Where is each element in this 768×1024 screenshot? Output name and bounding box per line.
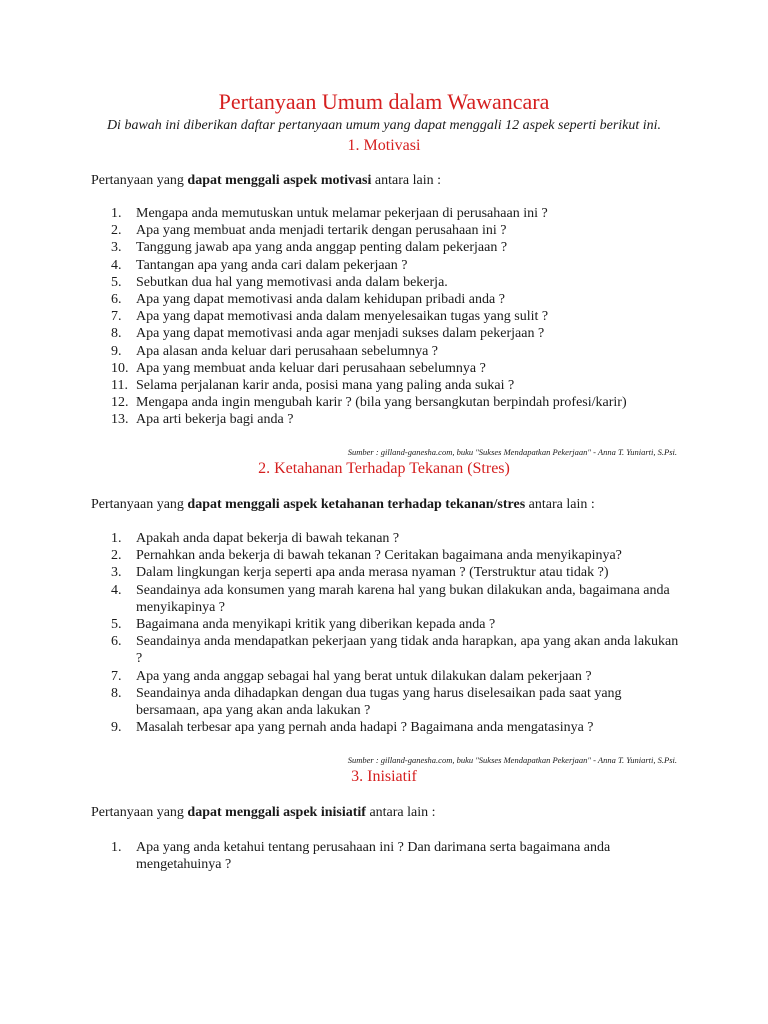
question-item bbox=[91, 668, 681, 685]
question-item bbox=[91, 633, 681, 667]
question-number: 2. bbox=[111, 548, 122, 564]
question-number: 1. bbox=[111, 206, 122, 221]
question-text: Apa yang membuat anda keluar dari perusahaan sebelumnya ? bbox=[136, 360, 486, 376]
document-title: Pertanyaan Umum dalam Wawancara bbox=[218, 89, 550, 114]
section-heading-ketahanan-stres: 2. Ketahanan Terhadap Tekanan (Stres) bbox=[258, 460, 510, 477]
question-number: 1. bbox=[111, 531, 122, 546]
question-text: Tantangan apa yang anda cari dalam pekerjaan ? bbox=[136, 257, 408, 273]
question-text: Dalam lingkungan kerja seperti apa anda merasa nyaman ? (Terstruktur atau tidak ?) bbox=[136, 565, 609, 581]
question-item bbox=[91, 530, 681, 547]
question-number: 12. bbox=[111, 395, 129, 411]
question-text: Tanggung jawab apa yang anda anggap penting dalam pekerjaan ? bbox=[136, 240, 508, 256]
section-intro-motivasi bbox=[91, 172, 441, 190]
question-number: 7. bbox=[111, 309, 122, 325]
question-number: 8. bbox=[111, 326, 122, 342]
section-heading-motivasi: 1. Motivasi bbox=[347, 137, 421, 154]
question-item bbox=[91, 222, 681, 239]
question-item bbox=[91, 343, 681, 360]
section-intro-emphasis: dapat menggali aspek ketahanan terhadap tekanan/stres bbox=[187, 497, 526, 512]
question-text: Seandainya anda dihadapkan dengan dua tugas yang harus diselesaikan pada saat yang bersamaan, apa yang akan anda lakukan ? bbox=[136, 685, 622, 719]
question-number: 4. bbox=[111, 257, 122, 273]
question-item bbox=[91, 257, 681, 274]
question-item bbox=[91, 239, 681, 256]
question-list-inisiatif bbox=[91, 839, 681, 873]
section-heading-inisiatif: 3. Inisiatif bbox=[351, 768, 417, 785]
question-text: Apa yang dapat memotivasi anda agar menjadi sukses dalam pekerjaan ? bbox=[136, 326, 545, 342]
section-intro-text: Pertanyaan yang bbox=[91, 805, 188, 820]
section-intro-text: Pertanyaan yang bbox=[91, 173, 188, 188]
question-item bbox=[91, 291, 681, 308]
question-text: Apa yang dapat memotivasi anda dalam kehidupan pribadi anda ? bbox=[136, 292, 505, 308]
question-text: Apa yang anda ketahui tentang perusahaan ini ? Dan darimana serta bagaimana anda mengetahuinya ? bbox=[136, 840, 611, 873]
question-text: Seandainya ada konsumen yang marah karena hal yang bukan dilakukan anda, bagaimana anda menyikapinya ? bbox=[136, 582, 670, 615]
question-text: Apa alasan anda keluar dari perusahaan sebelumnya ? bbox=[136, 343, 439, 359]
question-number: 5. bbox=[111, 617, 122, 633]
question-item bbox=[91, 616, 681, 633]
question-item bbox=[91, 685, 681, 719]
question-item bbox=[91, 308, 681, 325]
question-item bbox=[91, 719, 681, 736]
question-item bbox=[91, 547, 681, 564]
question-item bbox=[91, 205, 681, 222]
question-item bbox=[91, 274, 681, 291]
question-list-ketahanan-stres bbox=[91, 530, 681, 736]
question-number: 4. bbox=[111, 582, 122, 598]
question-number: 10. bbox=[111, 360, 129, 376]
section-intro-text: antara lain : bbox=[525, 497, 595, 512]
question-text: Apa yang membuat anda menjadi tertarik dengan perusahaan ini ? bbox=[136, 223, 507, 239]
document-intro: Di bawah ini diberikan daftar pertanyaan umum yang dapat menggali 12 aspek seperti berikut ini. bbox=[106, 118, 662, 133]
question-text: Pernahkan anda bekerja di bawah tekanan ? Ceritakan bagaimana anda menyikapinya? bbox=[136, 548, 622, 564]
question-number: 1. bbox=[111, 840, 122, 855]
question-text: Bagaimana anda menyikapi kritik yang diberikan kepada anda ? bbox=[136, 617, 496, 633]
question-text: Masalah terbesar apa yang pernah anda hadapi ? Bagaimana anda mengatasinya ? bbox=[136, 720, 594, 736]
question-text: Mengapa anda memutuskan untuk melamar pekerjaan di perusahaan ini ? bbox=[136, 206, 548, 221]
question-item bbox=[91, 564, 681, 581]
question-text: Apa yang dapat memotivasi anda dalam menyelesaikan tugas yang sulit ? bbox=[136, 309, 549, 325]
question-number: 2. bbox=[111, 223, 122, 239]
question-number: 3. bbox=[111, 565, 122, 581]
question-number: 11. bbox=[111, 378, 128, 394]
source-note: Sumber : gilland-ganesha.com, buku "Sukses Mendapatkan Pekerjaan" - Anna T. Yuniarti, S.Psi. bbox=[347, 447, 677, 457]
question-number: 8. bbox=[111, 685, 122, 701]
question-item bbox=[91, 582, 681, 616]
question-item bbox=[91, 360, 681, 377]
question-number: 13. bbox=[111, 412, 129, 428]
question-number: 3. bbox=[111, 240, 122, 256]
section-intro-text: Pertanyaan yang bbox=[91, 497, 188, 512]
question-text: Selama perjalanan karir anda, posisi mana yang paling anda sukai ? bbox=[136, 378, 515, 394]
question-text: Apakah anda dapat bekerja di bawah tekanan ? bbox=[136, 531, 400, 546]
source-note: Sumber : gilland-ganesha.com, buku "Sukses Mendapatkan Pekerjaan" - Anna T. Yuniarti, S.Psi. bbox=[347, 755, 677, 765]
question-number: 5. bbox=[111, 274, 122, 290]
question-number: 9. bbox=[111, 343, 122, 359]
question-list-motivasi bbox=[91, 205, 681, 429]
section-intro-ketahanan-stres bbox=[91, 496, 595, 514]
section-intro-text: antara lain : bbox=[371, 173, 441, 188]
question-text: Seandainya anda mendapatkan pekerjaan yang tidak anda harapkan, apa yang akan anda lakukan ? bbox=[136, 634, 679, 667]
question-text: Mengapa anda ingin mengubah karir ? (bila yang bersangkutan berpindah profesi/karir) bbox=[136, 395, 627, 411]
question-item bbox=[91, 377, 681, 394]
question-number: 6. bbox=[111, 292, 122, 308]
section-intro-emphasis: dapat menggali aspek motivasi bbox=[187, 173, 372, 188]
question-number: 9. bbox=[111, 720, 122, 736]
question-item bbox=[91, 394, 681, 411]
section-intro-inisiatif bbox=[91, 804, 436, 822]
section-intro-text: antara lain : bbox=[365, 805, 436, 820]
question-text: Apa arti bekerja bagi anda ? bbox=[136, 412, 294, 428]
question-item bbox=[91, 411, 681, 428]
question-text: Apa yang anda anggap sebagai hal yang berat untuk dilakukan dalam pekerjaan ? bbox=[136, 668, 592, 684]
question-number: 6. bbox=[111, 634, 122, 650]
question-text: Sebutkan dua hal yang memotivasi anda dalam bekerja. bbox=[136, 274, 448, 290]
question-number: 7. bbox=[111, 668, 122, 684]
section-intro-emphasis: dapat menggali aspek inisiatif bbox=[187, 805, 366, 820]
question-item bbox=[91, 325, 681, 342]
question-item bbox=[91, 839, 681, 873]
